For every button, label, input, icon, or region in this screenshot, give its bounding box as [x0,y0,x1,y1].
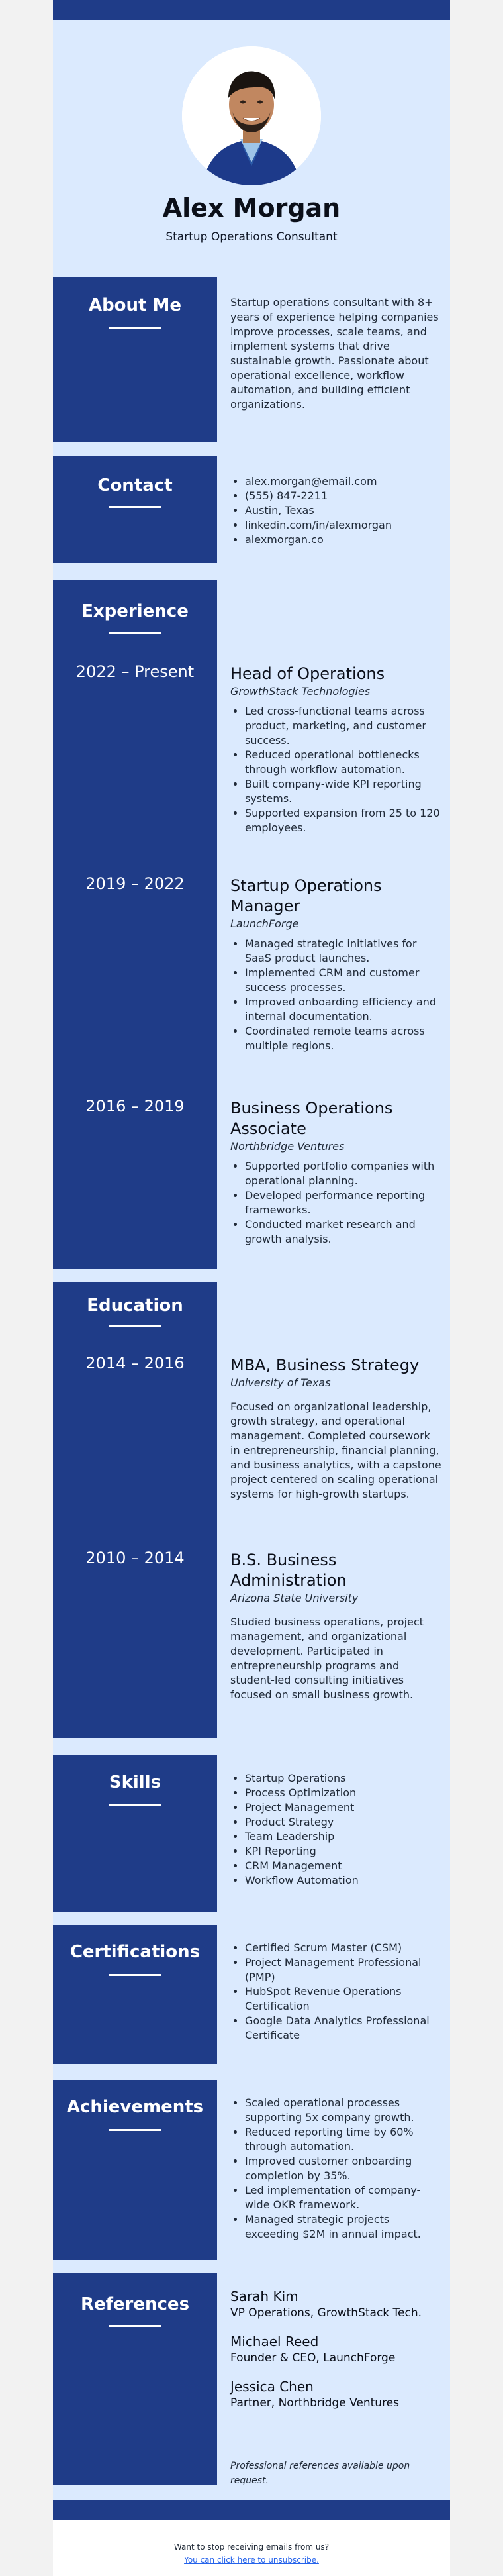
list-item: • Process Optimization [245,1786,442,1800]
job-bullets [230,937,442,1053]
heading-underline [109,1974,161,1976]
references-list [230,2288,442,2411]
section-heading: References [80,2294,190,2314]
list-item: • Reduced reporting time by 60% through automation. [245,2125,442,2154]
list-item: • Supported portfolio companies with operational planning. [245,1159,442,1188]
list-item: • Implemented CRM and customer success processes. [245,966,442,995]
email-link[interactable]: alex.morgan@email.com [245,475,377,488]
section-heading: Skills [109,1773,161,1792]
top-accent-bar [53,0,450,20]
education-description: Focused on organizational leadership, growth strategy, and operational management. Completed coursework in entrepreneurship, financial planning, and business analytics, with a capstone project centered on scaling operational systems for high-growth startups. [230,1400,441,1500]
list-item: • Scaled operational processes supporting 5x company growth. [245,2096,442,2125]
job-period: 2016 – 2019 [85,1097,185,1115]
job-title: Head of Operations [230,664,385,683]
section-heading: Experience [81,601,189,621]
contact-email[interactable] [245,474,442,489]
list-item: • Workflow Automation [245,1873,442,1888]
section-header-panel [53,580,217,1269]
school-name: University of Texas [230,1376,331,1389]
skills-list-wrap [230,1771,442,1888]
achievements-section [53,2080,450,2260]
reference-name: Sarah Kim [230,2289,298,2304]
list-item: • KPI Reporting [245,1844,442,1859]
profile-name: Alex Morgan [162,193,341,223]
list-item: • Product Strategy [245,1815,442,1829]
contact-list-wrap [230,474,442,547]
certifications-list-wrap [230,1941,442,2043]
contact-list [230,474,442,547]
avatar [182,46,321,185]
job-bullets [230,704,442,835]
list-item: • Reduced operational bottlenecks through workflow automation. [245,748,442,777]
education-entry [230,1550,442,1702]
heading-underline [109,1325,161,1327]
list-item: • Certified Scrum Master (CSM) [245,1941,442,1955]
list-item: • Developed performance reporting frameworks. [245,1188,442,1217]
contact-phone: • (555) 847-2211 [245,489,442,503]
unsubscribe-link[interactable]: You can click here to unsubscribe. [184,2555,319,2565]
certifications-section [53,1925,450,2064]
skills-section [53,1755,450,1912]
heading-underline [109,2325,161,2327]
list-item: • Project Management [245,1800,442,1815]
email-footer [53,2520,450,2576]
reference-entry [230,2378,442,2411]
job-title: Startup Operations Manager [230,876,382,915]
achievements-list [230,2096,442,2241]
job-entry [230,1098,442,1247]
reference-entry [230,2288,442,2321]
degree-title: MBA, Business Strategy [230,1356,420,1374]
reference-role: VP Operations, GrowthStack Tech. [230,2306,422,2320]
heading-underline [109,327,161,329]
list-item: • Team Leadership [245,1829,442,1844]
profile-title: Startup Operations Consultant [165,231,338,244]
section-heading: About Me [88,295,182,315]
section-heading: Achievements [66,2097,204,2117]
education-period: 2010 – 2014 [85,1549,185,1567]
job-entry [230,664,442,835]
contact-website: • alexmorgan.co [245,533,442,547]
profile-photo-icon [182,46,321,185]
section-heading: Contact [97,476,173,495]
job-bullets [230,1159,442,1247]
references-note: Professional references available upon request. [230,2461,410,2486]
list-item: • Supported expansion from 25 to 120 employees. [245,806,442,835]
list-item: • Built company-wide KPI reporting systems. [245,777,442,806]
list-item: • Project Management Professional (PMP) [245,1955,442,1984]
contact-linkedin: • linkedin.com/in/alexmorgan [245,518,442,533]
heading-underline [109,632,161,634]
bottom-accent-bar [53,2500,450,2520]
heading-underline [109,506,161,508]
unsubscribe-prompt: Want to stop receiving emails from us? [173,2542,330,2551]
skills-list [230,1771,442,1888]
reference-name: Michael Reed [230,2334,319,2349]
certifications-list [230,1941,442,2043]
heading-underline [109,1804,161,1806]
about-text: Startup operations consultant with 8+ years of experience helping companies improve processes, scale teams, and implement systems that drive sustainable growth. Passionate about operational excellence, workflow automation, and building efficient organizations. [230,296,439,411]
experience-section [53,580,450,1269]
list-item: • Startup Operations [245,1771,442,1786]
list-item: • Led cross-functional teams across product, marketing, and customer success. [245,704,442,748]
list-item: • Coordinated remote teams across multiple regions. [245,1024,442,1053]
job-period: 2022 – Present [75,662,195,681]
list-item: • Improved onboarding efficiency and internal documentation. [245,995,442,1024]
degree-title: B.S. Business Administration [230,1551,347,1590]
section-heading: Education [87,1296,183,1315]
achievements-list-wrap [230,2096,442,2241]
section-header-panel [53,456,217,563]
education-description: Studied business operations, project management, and organizational development. Participated in entrepreneurship programs and student-led consulting initiatives focused on small business growth. [230,1616,424,1701]
list-item: • Managed strategic initiatives for SaaS product launches. [245,937,442,966]
job-entry [230,876,442,1053]
list-item: • Led implementation of company-wide OKR framework. [245,2183,442,2212]
education-section [53,1282,450,1738]
job-period: 2019 – 2022 [85,874,185,893]
reference-role: Partner, Northbridge Ventures [230,2396,399,2410]
list-item: • Google Data Analytics Professional Certificate [245,2014,442,2043]
heading-underline [109,2129,161,2131]
job-company: GrowthStack Technologies [230,685,371,697]
list-item: • CRM Management [245,1859,442,1873]
section-header-panel [53,1282,217,1738]
job-title: Business Operations Associate [230,1099,393,1138]
about-section [53,277,450,442]
list-item: • Managed strategic projects exceeding $2M in annual impact. [245,2212,442,2241]
section-heading: Certifications [69,1942,201,1962]
school-name: Arizona State University [230,1592,359,1604]
list-item: • HubSpot Revenue Operations Certification [245,1984,442,2014]
contact-location: • Austin, Texas [245,503,442,518]
reference-role: Founder & CEO, LaunchForge [230,2351,396,2365]
contact-section [53,456,450,563]
reference-name: Jessica Chen [230,2379,314,2395]
job-company: Northbridge Ventures [230,1140,345,1153]
job-company: LaunchForge [230,917,299,930]
education-period: 2014 – 2016 [85,1354,185,1372]
references-section [53,2273,450,2485]
list-item: • Improved customer onboarding completion by 35%. [245,2154,442,2183]
education-entry [230,1355,442,1502]
list-item: • Conducted market research and growth analysis. [245,1217,442,1247]
reference-entry [230,2333,442,2366]
